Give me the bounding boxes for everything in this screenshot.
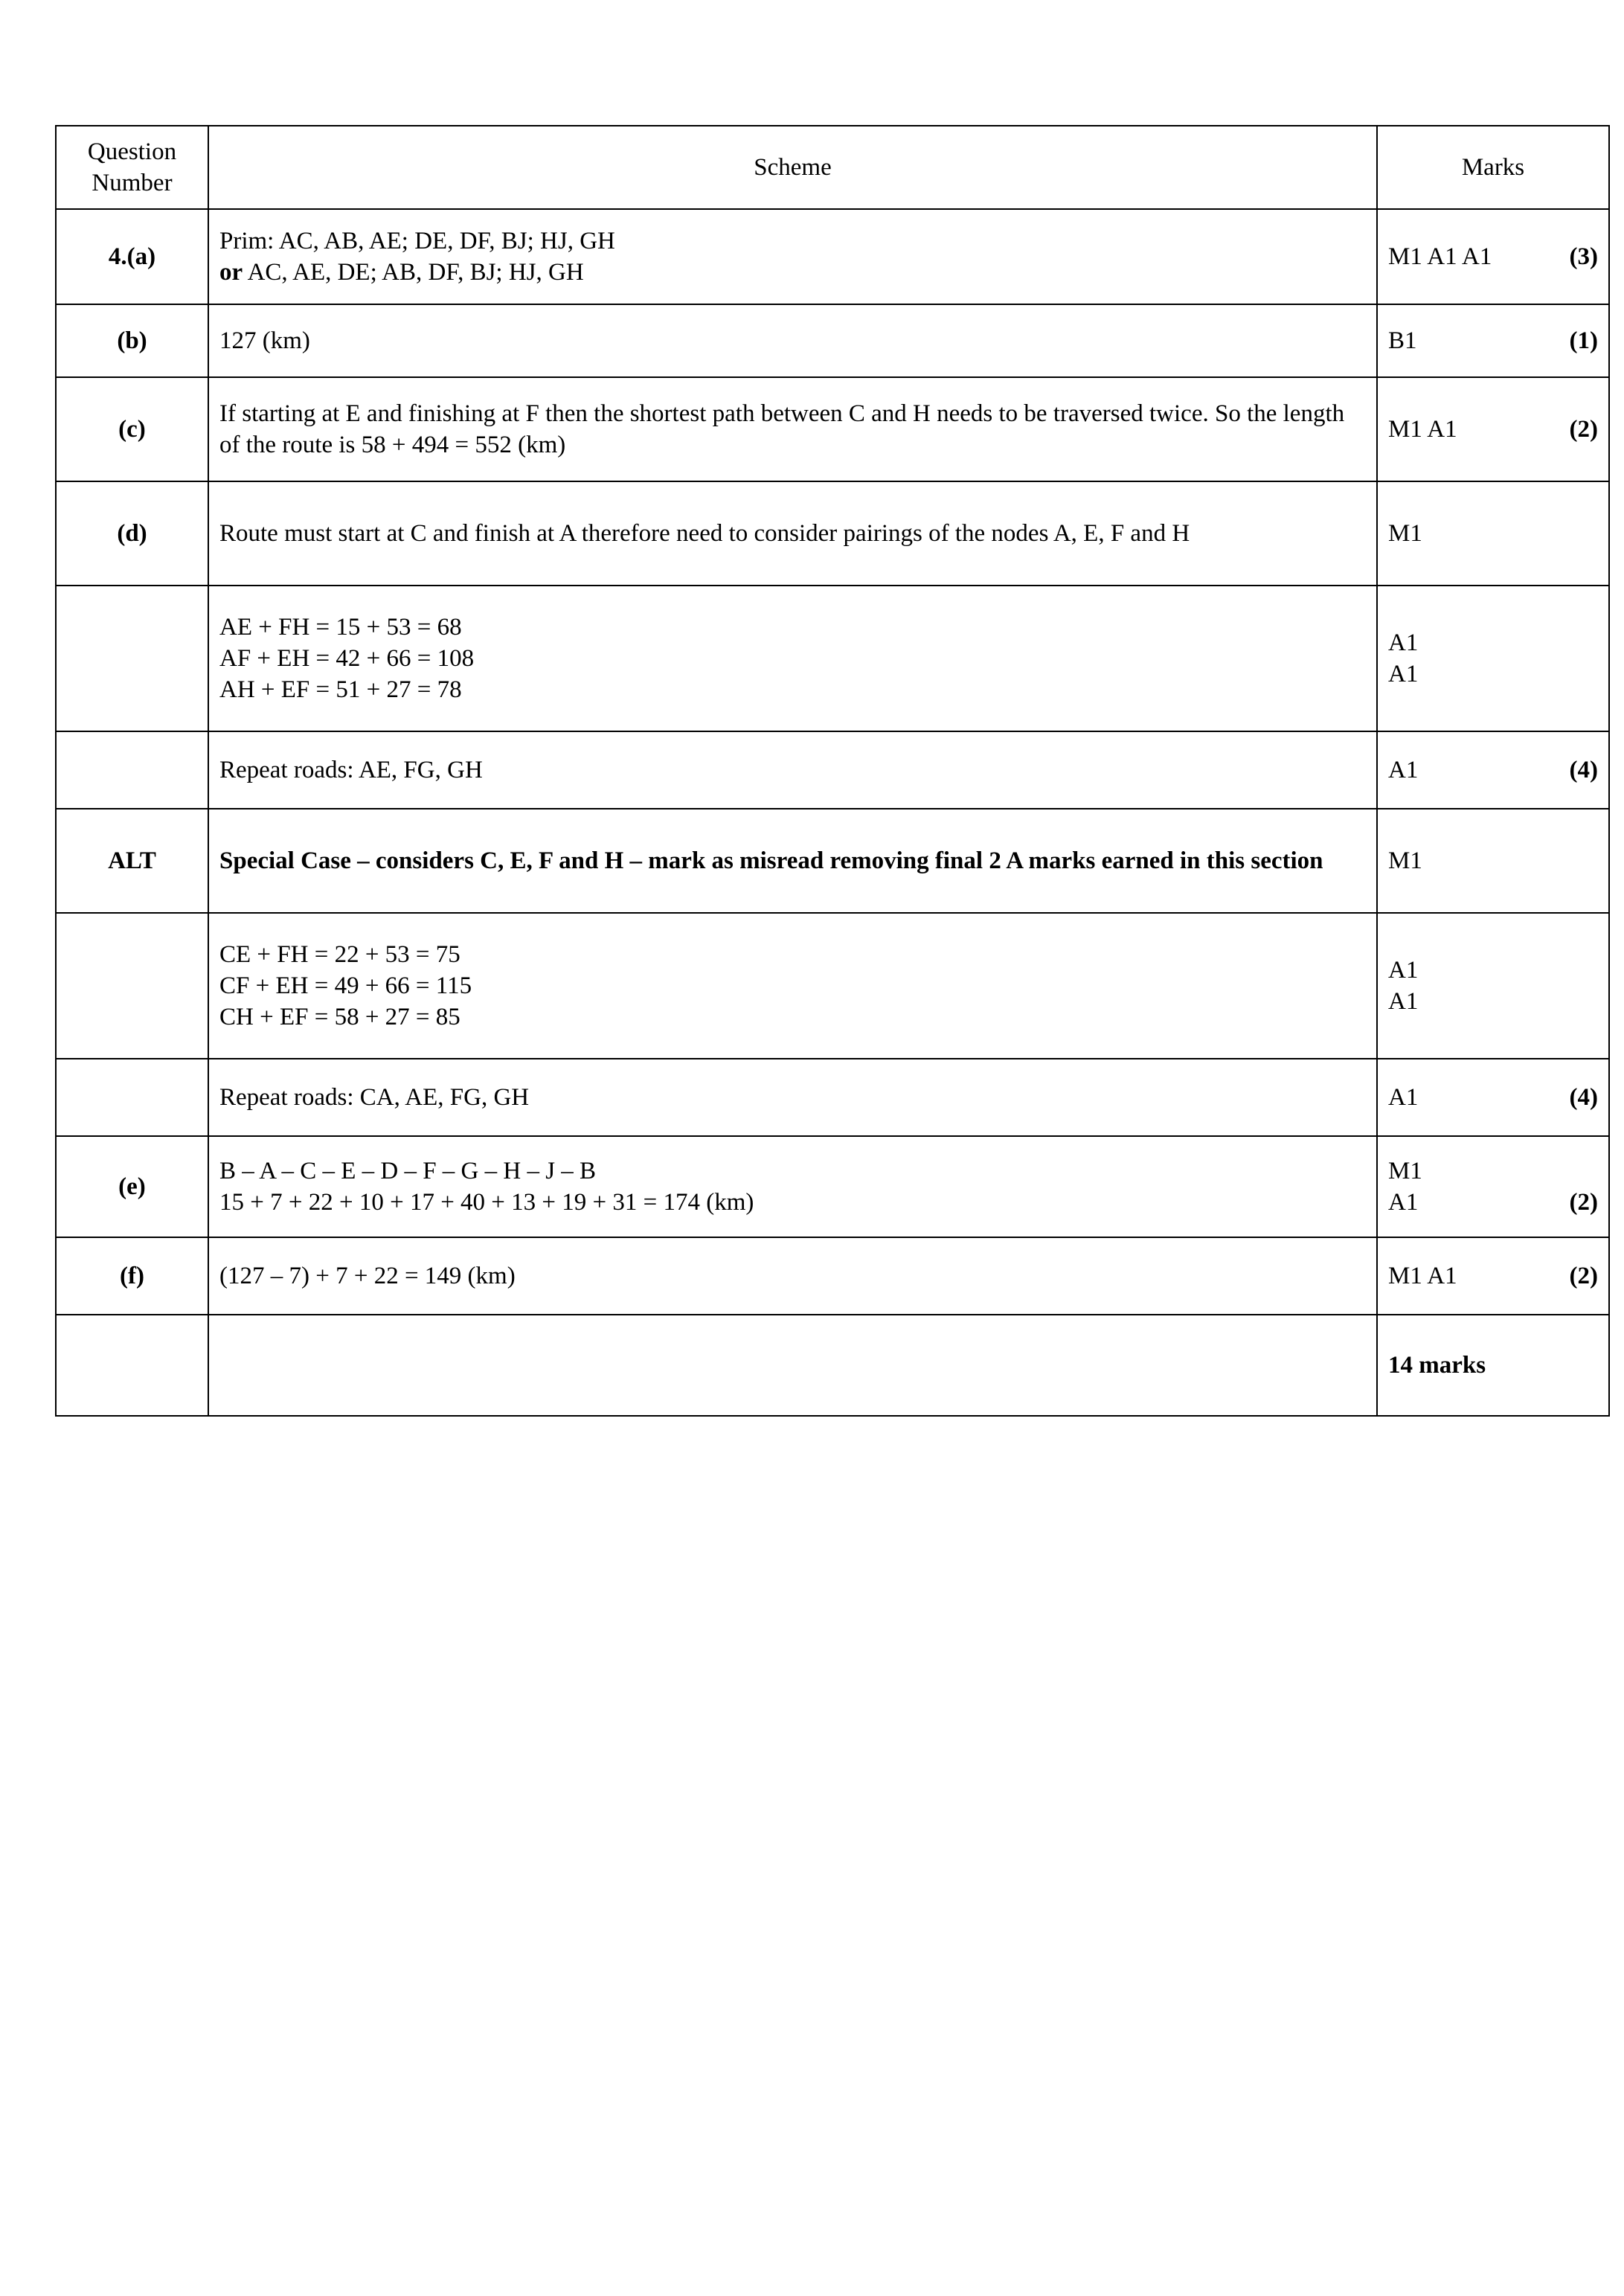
scheme-text: (127 – 7) + 7 + 22 = 149 (km) [219, 1262, 516, 1289]
header-marks: Marks [1377, 126, 1609, 209]
marks-cell [1377, 913, 1609, 1059]
scheme-cell [208, 809, 1377, 913]
scheme-cell [208, 1237, 1377, 1315]
scheme-cell [208, 731, 1377, 809]
scheme-line [219, 939, 1366, 970]
scheme-text: AF + EH = 42 + 66 = 108 [219, 644, 475, 672]
scheme-line [219, 518, 1366, 549]
marks-line [1388, 1082, 1598, 1113]
table-total-row [56, 1315, 1609, 1416]
scheme-text: AC, AE, DE; AB, DF, BJ; HJ, GH [243, 259, 584, 286]
mark-total: (2) [1569, 415, 1598, 443]
mark-codes: B1 [1388, 327, 1417, 354]
marks-line [1388, 518, 1598, 549]
marks-cell [1377, 1059, 1609, 1136]
marks-line [1388, 955, 1598, 986]
scheme-line [219, 643, 1366, 674]
table-row [56, 209, 1609, 304]
scheme-text: AH + EF = 51 + 27 = 78 [219, 676, 462, 704]
marks-line [1388, 1350, 1598, 1381]
question-number-cell: (f) [56, 1237, 208, 1315]
scheme-cell [208, 1136, 1377, 1237]
scheme-text: Repeat roads: AE, FG, GH [219, 756, 483, 783]
scheme-line [219, 225, 1366, 257]
question-number-cell [56, 731, 208, 809]
mark-total: (4) [1569, 1083, 1598, 1111]
scheme-text: B – A – C – E – D – F – G – H – J – B [219, 1157, 597, 1184]
scheme-text: 15 + 7 + 22 + 10 + 17 + 40 + 13 + 19 + 31 = 174 (km) [219, 1189, 754, 1216]
question-number-cell: (b) [56, 304, 208, 377]
scheme-line [219, 674, 1366, 705]
scheme-line [219, 1155, 1366, 1187]
scheme-cell [208, 586, 1377, 731]
scheme-text: CE + FH = 22 + 53 = 75 [219, 940, 460, 968]
marks-cell [1377, 1315, 1609, 1416]
scheme-cell [208, 209, 1377, 304]
marks-cell [1377, 481, 1609, 586]
marks-line [1388, 414, 1598, 445]
scheme-line [219, 1001, 1366, 1033]
question-number-cell: 4.(a) [56, 209, 208, 304]
marks-line [1388, 845, 1598, 876]
scheme-cell [208, 377, 1377, 481]
header-scheme: Scheme [208, 126, 1377, 209]
scheme-cell [208, 304, 1377, 377]
table-row [56, 1136, 1609, 1237]
question-number-cell: ALT [56, 809, 208, 913]
scheme-text: If starting at E and finishing at F then the shortest path between C and H needs to be traversed twice. So the length of the route is 58 + 494 = 552 (km) [219, 400, 1345, 458]
question-number-cell [56, 913, 208, 1059]
mark-codes: A1 [1388, 1083, 1419, 1111]
scheme-line [219, 257, 1366, 288]
mark-codes: M1 A1 [1388, 1262, 1457, 1289]
marks-line [1388, 658, 1598, 690]
marks-cell [1377, 586, 1609, 731]
scheme-cell [208, 913, 1377, 1059]
scheme-text: Repeat roads: CA, AE, FG, GH [219, 1083, 530, 1111]
mark-codes: M1 [1388, 519, 1422, 547]
table-row [56, 731, 1609, 809]
scheme-text: Prim: AC, AB, AE; DE, DF, BJ; HJ, GH [219, 227, 615, 254]
marks-cell [1377, 1237, 1609, 1315]
marks-line [1388, 754, 1598, 786]
scheme-line [219, 398, 1366, 461]
mark-codes: M1 A1 [1388, 415, 1457, 443]
mark-total: (4) [1569, 756, 1598, 783]
header-question-number: Question Number [56, 126, 208, 209]
mark-codes: A1 [1388, 629, 1419, 656]
marks-line [1388, 241, 1598, 272]
table-row [56, 586, 1609, 731]
scheme-text: AE + FH = 15 + 53 = 68 [219, 613, 462, 641]
table-header-row [56, 126, 1609, 209]
scheme-line [219, 754, 1366, 786]
mark-codes: A1 [1388, 988, 1419, 1015]
scheme-line [219, 970, 1366, 1001]
scheme-cell [208, 1315, 1377, 1416]
question-number-cell [56, 586, 208, 731]
scheme-line [219, 612, 1366, 643]
marks-cell [1377, 731, 1609, 809]
marks-cell [1377, 377, 1609, 481]
table-row [56, 1237, 1609, 1315]
scheme-line [219, 1187, 1366, 1218]
scheme-text: 127 (km) [219, 327, 310, 354]
table-row [56, 809, 1609, 913]
marks-line [1388, 627, 1598, 658]
scheme-bold-text: or [219, 259, 243, 286]
scheme-text: CF + EH = 49 + 66 = 115 [219, 972, 472, 999]
question-number-cell: (c) [56, 377, 208, 481]
mark-codes: A1 [1388, 956, 1419, 984]
table-row [56, 481, 1609, 586]
scheme-line [219, 1082, 1366, 1113]
marks-cell [1377, 304, 1609, 377]
table-row [56, 377, 1609, 481]
scheme-text: Special Case – considers C, E, F and H – mark as misread removing final 2 A marks earned in this section [219, 847, 1323, 874]
mark-total: (2) [1569, 1189, 1598, 1216]
total-marks-label: 14 marks [1388, 1351, 1486, 1379]
mark-total: (1) [1569, 327, 1598, 354]
mark-codes: A1 [1388, 661, 1419, 687]
marks-line [1388, 1155, 1598, 1187]
question-number-cell [56, 1315, 208, 1416]
mark-total: (2) [1569, 1262, 1598, 1289]
mark-codes: A1 [1388, 1189, 1419, 1216]
mark-scheme-table [55, 125, 1610, 1417]
marks-line [1388, 986, 1598, 1017]
question-number-cell [56, 1059, 208, 1136]
scheme-cell [208, 481, 1377, 586]
mark-codes: A1 [1388, 756, 1419, 783]
question-number-cell: (e) [56, 1136, 208, 1237]
scheme-cell [208, 1059, 1377, 1136]
table-row [56, 1059, 1609, 1136]
question-number-cell: (d) [56, 481, 208, 586]
table-row [56, 913, 1609, 1059]
marks-line [1388, 1187, 1598, 1218]
mark-codes: M1 [1388, 847, 1422, 874]
mark-codes: M1 A1 A1 [1388, 243, 1492, 270]
mark-total: (3) [1569, 243, 1598, 270]
table-row [56, 304, 1609, 377]
scheme-text: CH + EF = 58 + 27 = 85 [219, 1004, 460, 1031]
scheme-line [219, 325, 1366, 356]
marks-cell [1377, 209, 1609, 304]
scheme-line [219, 845, 1366, 876]
marks-line [1388, 325, 1598, 356]
marks-line [1388, 1260, 1598, 1292]
scheme-text: Route must start at C and finish at A therefore need to consider pairings of the nodes A, E, F and H [219, 519, 1190, 547]
marks-cell [1377, 1136, 1609, 1237]
scheme-line [219, 1260, 1366, 1292]
mark-codes: M1 [1388, 1157, 1422, 1184]
marks-cell [1377, 809, 1609, 913]
